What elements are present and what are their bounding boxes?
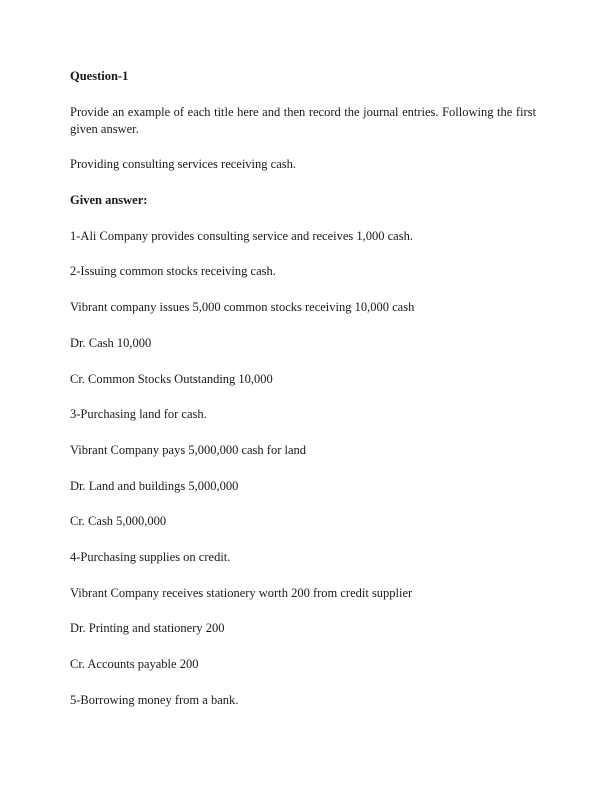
intro-line-2: given answer. [70,121,139,136]
question-heading: Question-1 [70,69,129,83]
item-3-debit-entry: Dr. Land and buildings 5,000,000 [70,478,239,493]
item-4-credit-entry: Cr. Accounts payable 200 [70,657,199,671]
item-5-title: 5-Borrowing money from a bank. [70,692,239,707]
item-3-credit-entry: Cr. Cash 5,000,000 [70,514,167,529]
item-2-example: Vibrant company issues 5,000 common stocks receiving 10,000 cash [70,300,415,315]
intro-line-1: Provide an example of each title here and then record the journal entries. Following the first [70,104,536,119]
given-answer-heading: Given answer: [70,193,148,208]
item-3-example: Vibrant Company pays 5,000,000 cash for land [70,442,307,457]
item-1-example: 1-Ali Company provides consulting service and receives 1,000 cash. [70,228,413,243]
item-4-title: 4-Purchasing supplies on credit. [70,549,231,564]
item-2-title: 2-Issuing common stocks receiving cash. [70,264,276,279]
item-1-title: Providing consulting services receiving cash. [70,157,296,172]
item-2-debit-entry: Dr. Cash 10,000 [70,335,152,350]
item-3-title: 3-Purchasing land for cash. [70,407,207,422]
document-body [70,68,536,709]
item-4-example: Vibrant Company receives stationery worth 200 from credit supplier [70,585,413,600]
item-2-credit-entry: Cr. Common Stocks Outstanding 10,000 [70,371,273,386]
item-4-debit-entry: Dr. Printing and stationery 200 [70,621,225,636]
